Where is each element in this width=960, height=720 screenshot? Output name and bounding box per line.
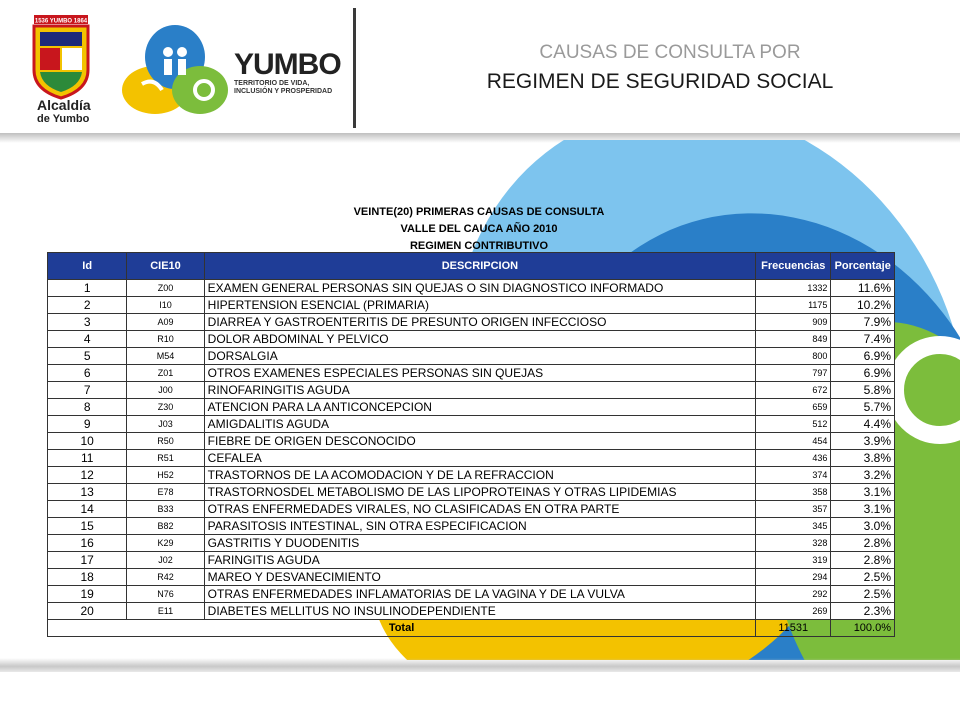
row-description: CEFALEA: [204, 450, 755, 467]
row-description: DORSALGIA: [204, 348, 755, 365]
row-cie10: Z00: [127, 280, 204, 297]
yumbo-tagline-2: INCLUSIÓN Y PROSPERIDAD: [234, 88, 333, 95]
table-header-row: [48, 253, 895, 280]
row-frequency: 319: [756, 552, 831, 569]
yumbo-logo-icon: [120, 22, 230, 117]
row-percentage: 3.9%: [831, 433, 895, 450]
table-row: [48, 586, 895, 603]
row-id: 3: [48, 314, 127, 331]
row-id: 8: [48, 399, 127, 416]
report-caption-2: VALLE DEL CAUCA AÑO 2010: [400, 223, 558, 235]
row-description: EXAMEN GENERAL PERSONAS SIN QUEJAS O SIN DIAGNOSTICO INFORMADO: [204, 280, 755, 297]
row-description: RINOFARINGITIS AGUDA: [204, 382, 755, 399]
row-percentage: 2.5%: [831, 586, 895, 603]
row-cie10: J02: [127, 552, 204, 569]
row-cie10: I10: [127, 297, 204, 314]
row-cie10: R10: [127, 331, 204, 348]
row-cie10: R51: [127, 450, 204, 467]
row-frequency: 294: [756, 569, 831, 586]
row-id: 10: [48, 433, 127, 450]
row-percentage: 3.0%: [831, 518, 895, 535]
row-cie10: R50: [127, 433, 204, 450]
table-row: [48, 467, 895, 484]
row-frequency: 849: [756, 331, 831, 348]
table-row: [48, 365, 895, 382]
row-description: GASTRITIS Y DUODENITIS: [204, 535, 755, 552]
row-id: 6: [48, 365, 127, 382]
causes-table: [47, 252, 895, 637]
row-description: OTROS EXAMENES ESPECIALES PERSONAS SIN QUEJAS: [204, 365, 755, 382]
row-frequency: 345: [756, 518, 831, 535]
row-percentage: 2.8%: [831, 552, 895, 569]
yumbo-tagline-1: TERRITORIO DE VIDA,: [234, 80, 310, 87]
row-id: 19: [48, 586, 127, 603]
row-description: MAREO Y DESVANECIMIENTO: [204, 569, 755, 586]
row-frequency: 292: [756, 586, 831, 603]
row-id: 4: [48, 331, 127, 348]
row-frequency: 659: [756, 399, 831, 416]
table-row: [48, 552, 895, 569]
col-header-descripcion: DESCRIPCION: [204, 253, 755, 280]
row-frequency: 1175: [756, 297, 831, 314]
row-frequency: 436: [756, 450, 831, 467]
table-row: [48, 603, 895, 620]
bottom-band: [0, 658, 960, 672]
row-cie10: J00: [127, 382, 204, 399]
total-frequency: 11531: [756, 620, 831, 637]
yumbo-brand: YUMBO: [234, 48, 341, 81]
seal-year-text: 1536 YUMBO 1864: [34, 18, 88, 25]
table-row: [48, 450, 895, 467]
row-id: 11: [48, 450, 127, 467]
row-percentage: 2.5%: [831, 569, 895, 586]
row-percentage: 4.4%: [831, 416, 895, 433]
row-frequency: 269: [756, 603, 831, 620]
slide-title-line1: CAUSAS DE CONSULTA POR: [539, 42, 801, 63]
row-percentage: 2.3%: [831, 603, 895, 620]
table-row: [48, 314, 895, 331]
row-frequency: 358: [756, 484, 831, 501]
row-description: AMIGDALITIS AGUDA: [204, 416, 755, 433]
row-id: 1: [48, 280, 127, 297]
row-percentage: 7.9%: [831, 314, 895, 331]
row-cie10: A09: [127, 314, 204, 331]
total-percentage: 100.0%: [831, 620, 895, 637]
row-percentage: 7.4%: [831, 331, 895, 348]
row-frequency: 512: [756, 416, 831, 433]
row-id: 9: [48, 416, 127, 433]
row-cie10: Z30: [127, 399, 204, 416]
row-cie10: N76: [127, 586, 204, 603]
col-header-porcentaje: Porcentaje: [831, 253, 895, 280]
row-cie10: K29: [127, 535, 204, 552]
table-row: [48, 569, 895, 586]
row-frequency: 1332: [756, 280, 831, 297]
row-cie10: B82: [127, 518, 204, 535]
table-row: [48, 331, 895, 348]
row-percentage: 3.2%: [831, 467, 895, 484]
row-percentage: 3.8%: [831, 450, 895, 467]
table-row: [48, 382, 895, 399]
table-row: [48, 297, 895, 314]
row-description: OTRAS ENFERMEDADES INFLAMATORIAS DE LA VAGINA Y DE LA VULVA: [204, 586, 755, 603]
row-id: 17: [48, 552, 127, 569]
row-percentage: 6.9%: [831, 348, 895, 365]
row-frequency: 909: [756, 314, 831, 331]
row-cie10: M54: [127, 348, 204, 365]
row-percentage: 5.7%: [831, 399, 895, 416]
row-description: FIEBRE DE ORIGEN DESCONOCIDO: [204, 433, 755, 450]
row-cie10: B33: [127, 501, 204, 518]
row-percentage: 10.2%: [831, 297, 895, 314]
row-id: 14: [48, 501, 127, 518]
row-percentage: 2.8%: [831, 535, 895, 552]
row-description: PARASITOSIS INTESTINAL, SIN OTRA ESPECIFICACION: [204, 518, 755, 535]
row-cie10: E78: [127, 484, 204, 501]
row-frequency: 328: [756, 535, 831, 552]
col-header-cie10: CIE10: [127, 253, 204, 280]
row-id: 15: [48, 518, 127, 535]
row-frequency: 672: [756, 382, 831, 399]
row-id: 7: [48, 382, 127, 399]
row-id: 12: [48, 467, 127, 484]
header-divider: [353, 8, 356, 128]
report-caption-3: REGIMEN CONTRIBUTIVO: [409, 240, 549, 252]
table-row: [48, 484, 895, 501]
row-description: ATENCION PARA LA ANTICONCEPCION: [204, 399, 755, 416]
row-frequency: 454: [756, 433, 831, 450]
slide-header: [0, 0, 960, 135]
row-cie10: Z01: [127, 365, 204, 382]
row-cie10: H52: [127, 467, 204, 484]
row-percentage: 11.6%: [831, 280, 895, 297]
row-id: 20: [48, 603, 127, 620]
yumbo-tagline: [234, 80, 354, 96]
row-description: FARINGITIS AGUDA: [204, 552, 755, 569]
table-row: [48, 501, 895, 518]
row-description: HIPERTENSION ESENCIAL (PRIMARIA): [204, 297, 755, 314]
row-frequency: 800: [756, 348, 831, 365]
row-description: DIABETES MELLITUS NO INSULINODEPENDIENTE: [204, 603, 755, 620]
row-cie10: E11: [127, 603, 204, 620]
alcaldia-place: de Yumbo: [37, 113, 90, 125]
table-row: [48, 433, 895, 450]
row-id: 5: [48, 348, 127, 365]
table-row: [48, 535, 895, 552]
row-frequency: 797: [756, 365, 831, 382]
row-id: 2: [48, 297, 127, 314]
row-id: 18: [48, 569, 127, 586]
total-label: Total: [48, 620, 756, 637]
total-row: [48, 620, 895, 637]
row-description: DOLOR ABDOMINAL Y PELVICO: [204, 331, 755, 348]
row-id: 16: [48, 535, 127, 552]
table-row: [48, 280, 895, 297]
col-header-frecuencias: Frecuencias: [756, 253, 831, 280]
table-row: [48, 399, 895, 416]
slide-title-line2: REGIMEN DE SEGURIDAD SOCIAL: [486, 70, 834, 93]
table-row: [48, 518, 895, 535]
row-cie10: R42: [127, 569, 204, 586]
table-row: [48, 348, 895, 365]
row-frequency: 374: [756, 467, 831, 484]
row-description: OTRAS ENFERMEDADES VIRALES, NO CLASIFICADAS EN OTRA PARTE: [204, 501, 755, 518]
alcaldia-name: Alcaldía: [37, 97, 91, 113]
row-percentage: 3.1%: [831, 484, 895, 501]
report-caption-1: VEINTE(20) PRIMERAS CAUSAS DE CONSULTA: [353, 206, 605, 218]
row-description: TRASTORNOSDEL METABOLISMO DE LAS LIPOPROTEINAS Y OTRAS LIPIDEMIAS: [204, 484, 755, 501]
col-header-id: Id: [48, 253, 127, 280]
table-row: [48, 416, 895, 433]
row-cie10: J03: [127, 416, 204, 433]
row-percentage: 3.1%: [831, 501, 895, 518]
row-percentage: 6.9%: [831, 365, 895, 382]
row-percentage: 5.8%: [831, 382, 895, 399]
row-frequency: 357: [756, 501, 831, 518]
row-description: TRASTORNOS DE LA ACOMODACION Y DE LA REFRACCION: [204, 467, 755, 484]
row-description: DIARREA Y GASTROENTERITIS DE PRESUNTO ORIGEN INFECCIOSO: [204, 314, 755, 331]
row-id: 13: [48, 484, 127, 501]
